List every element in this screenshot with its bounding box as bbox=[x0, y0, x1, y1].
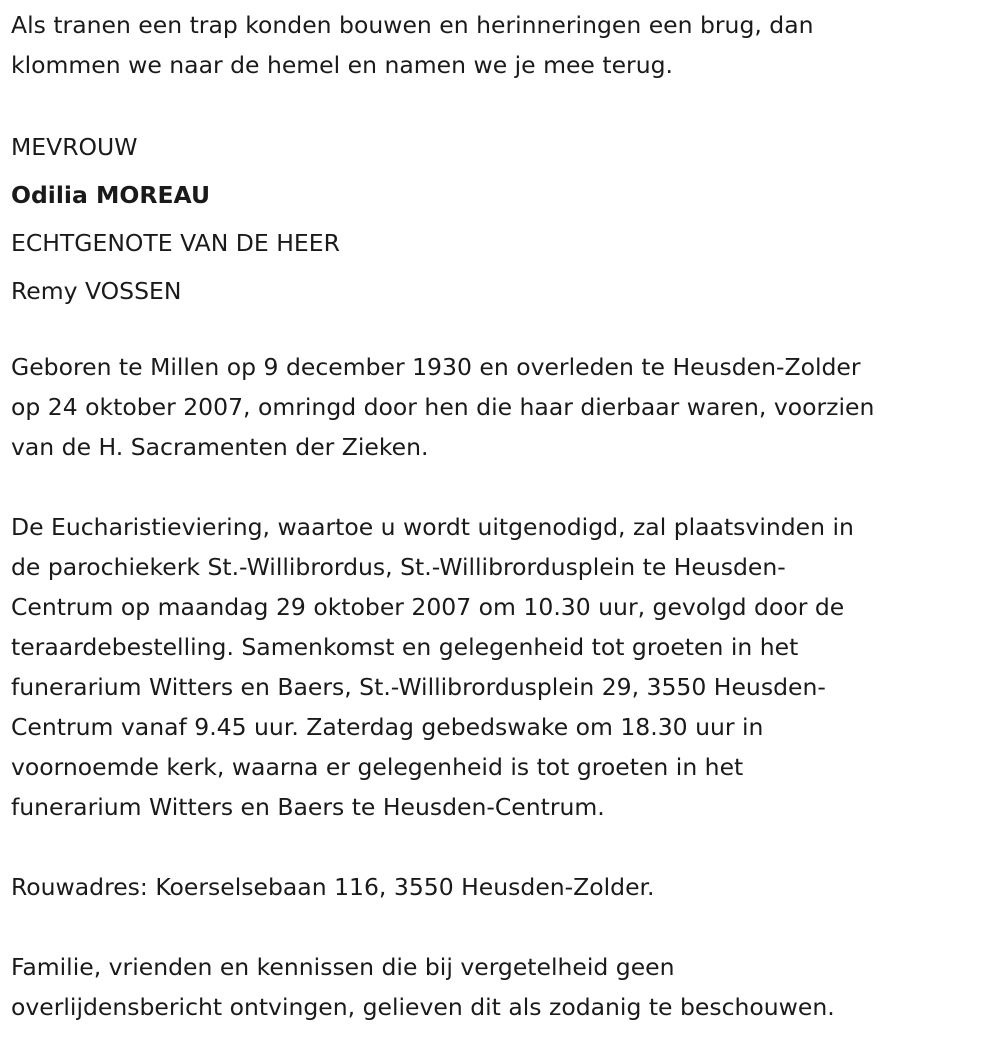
paragraph-line: overlijdensbericht ontvingen, gelieven dit als zodanig te beschouwen. bbox=[11, 993, 835, 1021]
spacer bbox=[11, 315, 989, 347]
paragraph-line: funerarium Witters en Baers, St.-Willibrordusplein 29, 3550 Heusden- bbox=[11, 673, 826, 701]
poem-line: klommen we naar de hemel en namen we je mee terug. bbox=[11, 51, 673, 79]
spacer bbox=[11, 467, 989, 507]
paragraph-line: teraardebestelling. Samenkomst en gelegenheid tot groeten in het bbox=[11, 633, 799, 661]
title-label: MEVROUW bbox=[11, 133, 138, 161]
paragraph-line: Centrum vanaf 9.45 uur. Zaterdag gebedswake om 18.30 uur in bbox=[11, 713, 764, 741]
spouse-name: Remy VOSSEN bbox=[11, 277, 182, 305]
closing-paragraph bbox=[11, 947, 989, 1027]
spacer bbox=[11, 85, 989, 125]
paragraph-line: op 24 oktober 2007, omringd door hen die haar dierbaar waren, voorzien bbox=[11, 393, 875, 421]
service-paragraph bbox=[11, 507, 989, 827]
poem-line: Als tranen een trap konden bouwen en herinneringen een brug, dan bbox=[11, 11, 814, 39]
spacer bbox=[11, 827, 989, 867]
address-paragraph bbox=[11, 867, 989, 907]
paragraph-line: De Eucharistieviering, waartoe u wordt uitgenodigd, zal plaatsvinden in bbox=[11, 513, 854, 541]
spacer bbox=[11, 907, 989, 947]
paragraph-line: Familie, vrienden en kennissen die bij vergetelheid geen bbox=[11, 953, 675, 981]
deceased-header bbox=[11, 123, 989, 315]
paragraph-line: Geboren te Millen op 9 december 1930 en overleden te Heusden-Zolder bbox=[11, 353, 861, 381]
paragraph-line: van de H. Sacramenten der Zieken. bbox=[11, 433, 429, 461]
poem-block bbox=[11, 5, 989, 85]
paragraph-line: Centrum op maandag 29 oktober 2007 om 10.30 uur, gevolgd door de bbox=[11, 593, 845, 621]
paragraph-line: Rouwadres: Koerselsebaan 116, 3550 Heusden-Zolder. bbox=[11, 873, 655, 901]
paragraph-line: funerarium Witters en Baers te Heusden-Centrum. bbox=[11, 793, 605, 821]
deceased-name: Odilia MOREAU bbox=[11, 181, 211, 209]
paragraph-line: de parochiekerk St.-Willibrordus, St.-Willibrordusplein te Heusden- bbox=[11, 553, 786, 581]
paragraph-line: voornoemde kerk, waarna er gelegenheid is tot groeten in het bbox=[11, 753, 744, 781]
birth-death-paragraph bbox=[11, 347, 989, 467]
relation-label: ECHTGENOTE VAN DE HEER bbox=[11, 229, 340, 257]
